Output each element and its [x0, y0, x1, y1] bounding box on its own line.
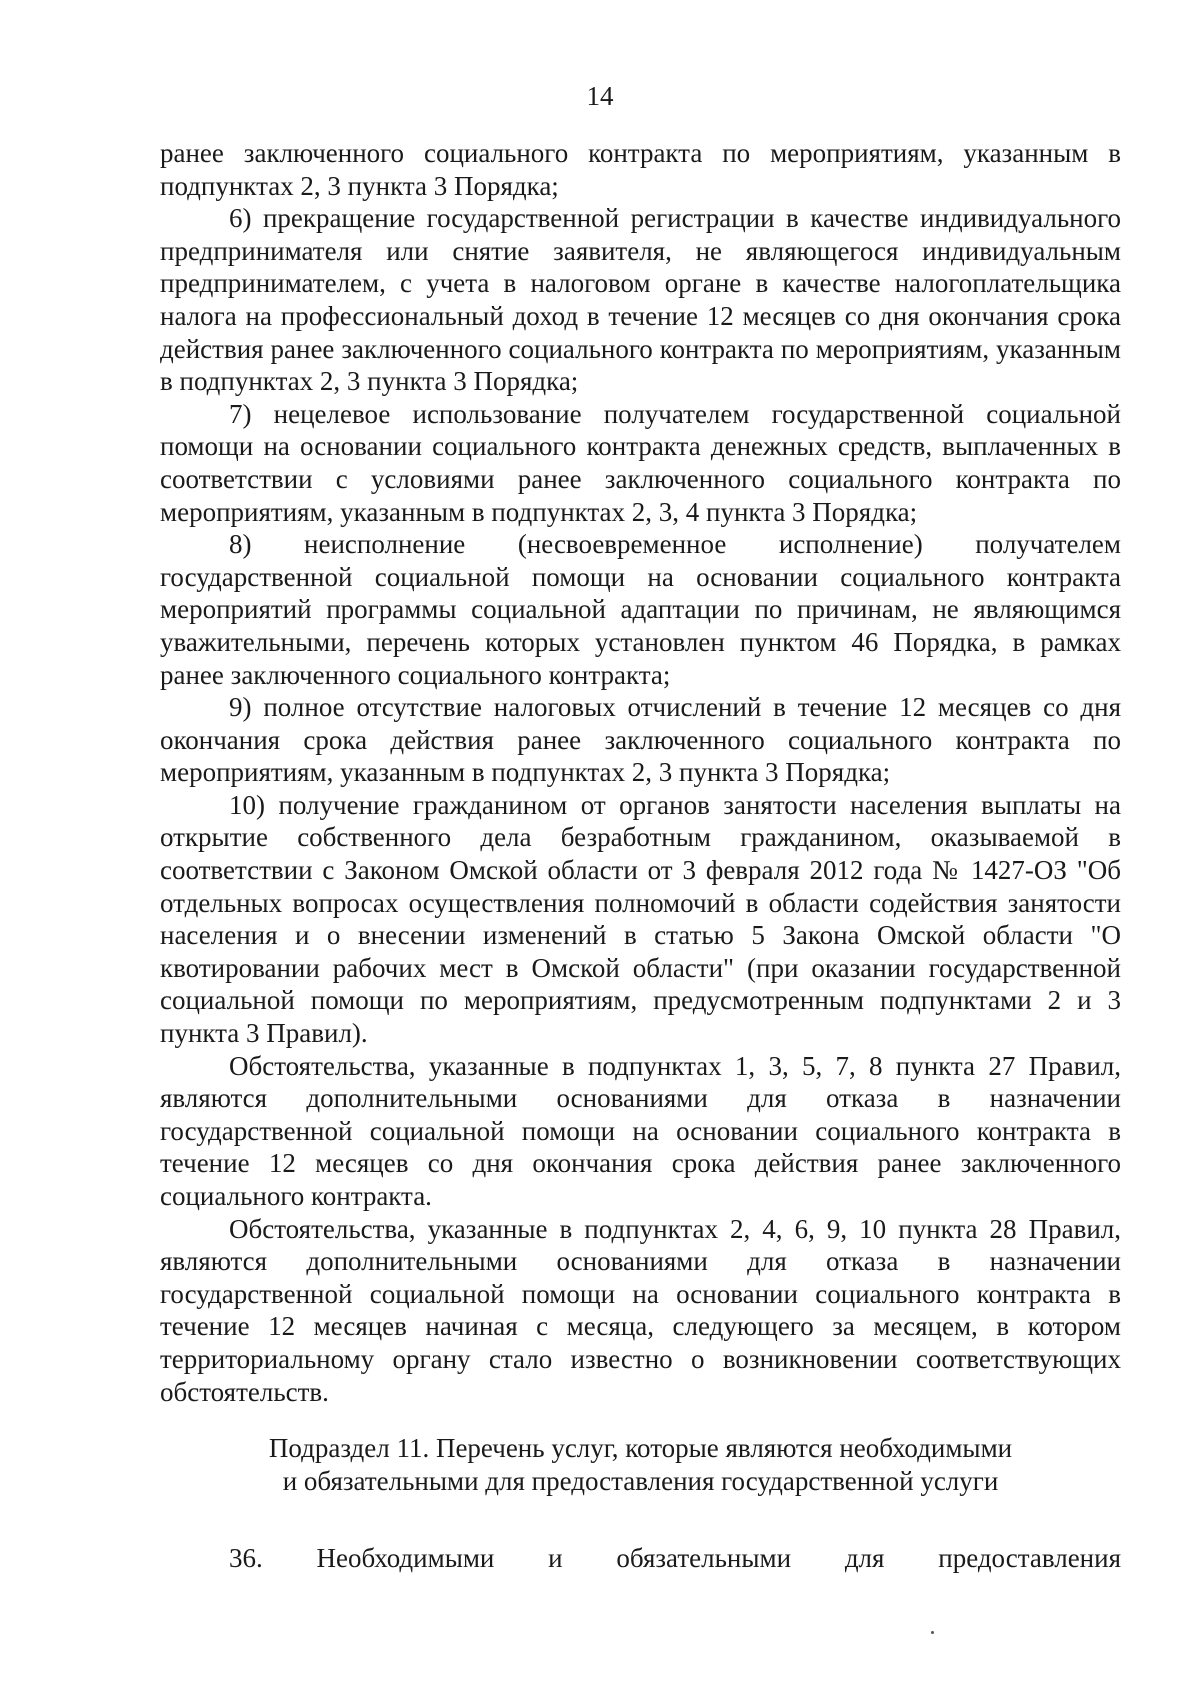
paragraph-circumstances-27: Обстоятельства, указанные в подпунктах 1, 3, 5, 7, 8 пункта 27 Правил, являются дополнительными основаниями для отказа в назначении государственной социальной помощи на основании социального контракта в течение 12 месяцев со дня окончания срока действия ранее заключенного социального контракта.	[160, 1050, 1121, 1211]
paragraph-circumstances-28: Обстоятельства, указанные в подпунктах 2, 4, 6, 9, 10 пункта 28 Правил, являются дополнительными основаниями для отказа в назначении государственной социальной помощи на основании социального контракта в течение 12 месяцев начиная с месяца, следующего за месяцем, в котором территориальному органу стало известно о возникновении соответствующих обстоятельств.	[160, 1213, 1121, 1407]
page-number: 14	[586, 81, 614, 111]
paragraph-item-6: 6) прекращение государственной регистрации в качестве индивидуального предпринимателя или снятие заявителя, не являющегося индивидуальным предпринимателем, с учета в налоговом органе в качестве налогоплательщика налога на профессиональный доход в течение 12 месяцев со дня окончания срока действия ранее заключенного социального контракта по мероприятиям, указанным в подпунктах 2, 3 пункта 3 Порядка;	[160, 203, 1121, 397]
subsection-heading-line-2: и обязательными для предоставления государственной услуги	[282, 1466, 999, 1496]
scan-speck	[931, 1631, 934, 1634]
subsection-heading	[160, 1432, 1121, 1498]
paragraph-item-36: 36. Необходимыми и обязательными для предоставления	[229, 1543, 1121, 1573]
paragraph-continuation: ранее заключенного социального контракта по мероприятиям, указанным в подпунктах 2, 3 пункта 3 Порядка;	[160, 138, 1121, 201]
paragraph-item-7: 7) нецелевое использование получателем государственной социальной помощи на основании социального контракта денежных средств, выплаченных в соответствии с условиями ранее заключенного социального контракта по мероприятиям, указанным в подпунктах 2, 3, 4 пункта 3 Порядка;	[160, 398, 1121, 527]
paragraph-item-9: 9) полное отсутствие налоговых отчислений в течение 12 месяцев со дня окончания срока действия ранее заключенного социального контракта по мероприятиям, указанным в подпунктах 2, 3 пункта 3 Порядка;	[160, 692, 1121, 788]
document-body	[160, 137, 1121, 1408]
paragraph-item-8: 8) неисполнение (несвоевременное исполнение) получателем государственной социальной помощи на основании социального контракта мероприятий программы социальной адаптации по причинам, не являющимся уважительными, перечень которых установлен пунктом 46 Порядка, в рамках ранее заключенного социального контракта;	[160, 529, 1121, 690]
subsection-heading-line-1: Подраздел 11. Перечень услуг, которые являются необходимыми	[268, 1433, 1013, 1463]
paragraph-item-10: 10) получение гражданином от органов занятости населения выплаты на открытие собственного дела безработным гражданином, оказываемой в соответствии с Законом Омской области от 3 февраля 2012 года № 1427-ОЗ "Об отдельных вопросах осуществления полномочий в области содействия занятости населения и о внесении изменений в статью 5 Закона Омской области "О квотировании рабочих мест в Омской области" (при оказании государственной социальной помощи по мероприятиям, предусмотренным подпунктами 2 и 3 пункта 3 Правил).	[160, 789, 1121, 1049]
